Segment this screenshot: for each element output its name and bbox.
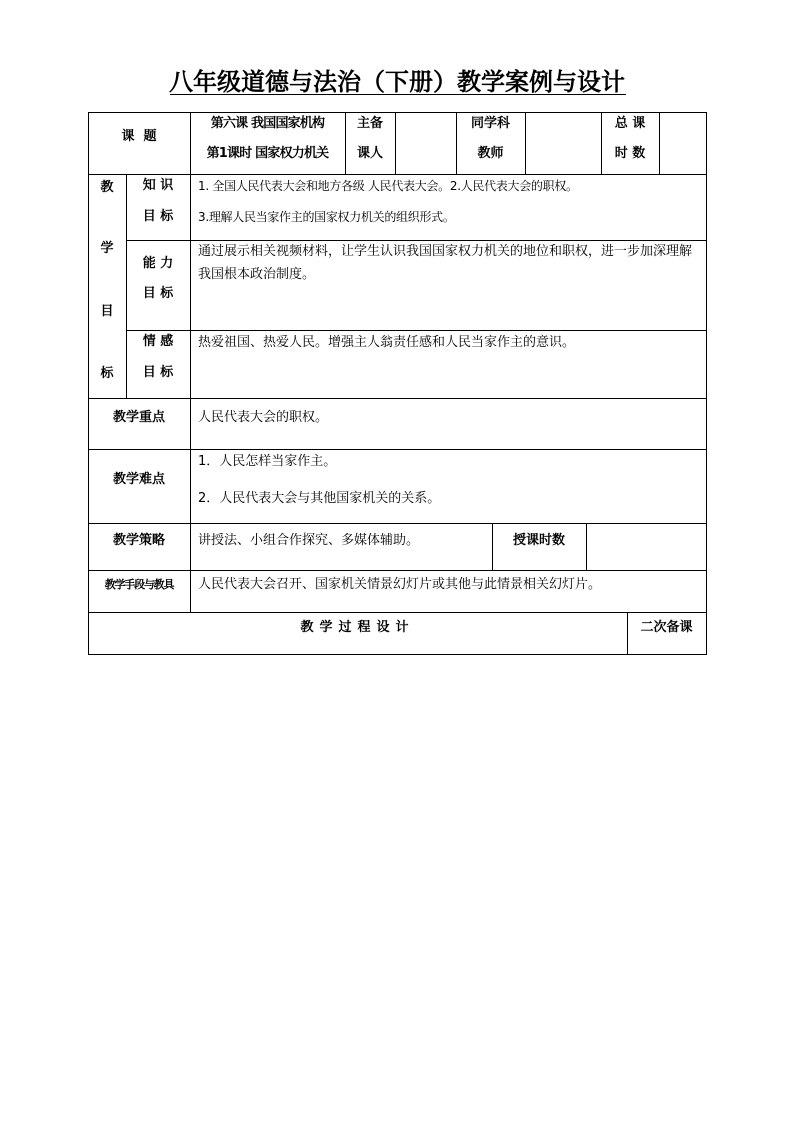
row-divider-ability	[126, 330, 707, 331]
topic-line1: 第六课 我国国家机构	[210, 116, 325, 131]
teaching-hours-label: 授课时数	[512, 533, 565, 548]
difficulty-line1: 1．人民怎样当家作主。	[198, 454, 337, 469]
row-divider-difficulty	[88, 523, 707, 524]
objectives-group-char-3: 目	[100, 304, 114, 319]
col-divider-strategy-b	[586, 523, 587, 570]
total-lessons-label-line1: 总 课	[614, 116, 646, 131]
topic-line2: 第1课时 国家权力机关	[206, 146, 329, 161]
objectives-group-char-1: 教	[100, 180, 114, 195]
col-divider-label	[190, 112, 191, 612]
table-border-right	[706, 112, 707, 654]
strategy-text: 讲授法、小组合作探究、多媒体辅助。	[198, 533, 420, 548]
table-border-top	[88, 112, 707, 113]
row-divider-tools	[88, 612, 707, 613]
objectives-group-char-2: 学	[100, 241, 114, 256]
knowledge-label-line1: 知 识	[142, 178, 174, 193]
topic-label: 课 题	[121, 129, 157, 144]
process-design-label: 教学过程设计	[300, 620, 415, 635]
tools-label: 教学手段与教具	[104, 578, 174, 591]
difficulty-label: 教学难点	[112, 472, 165, 487]
tools-text: 人民代表大会召开、国家机关情景幻灯片或其他与此情景相关幻灯片。	[198, 577, 602, 592]
table-border-bottom	[88, 654, 707, 655]
ability-label-line2: 目 标	[142, 286, 174, 301]
row-divider-header	[88, 174, 707, 175]
row-divider-keypoint	[88, 449, 707, 450]
key-point-text: 人民代表大会的职权。	[198, 410, 329, 425]
col-divider-header-d	[525, 112, 526, 174]
knowledge-text-line2: 3.理解人民当家作主的国家权力机关的组织形式。	[198, 210, 455, 224]
document-title: 八年级道德与法治（下册）教学案例与设计	[169, 68, 625, 96]
co-teacher-label-line1: 同学科	[470, 116, 510, 131]
second-prep-label: 二次备课	[640, 620, 693, 635]
title-underline	[170, 94, 626, 95]
ability-label-line1: 能 力	[142, 256, 174, 271]
strategy-label: 教学策略	[112, 533, 165, 548]
objectives-group-char-4: 标	[100, 366, 114, 381]
difficulty-line2: 2．人民代表大会与其他国家机关的关系。	[198, 491, 441, 506]
row-divider-objectives	[88, 398, 707, 399]
knowledge-text-line1: 1. 全国人民代表大会和地方各级 人民代表大会。2.人民代表大会的职权。	[198, 179, 578, 193]
total-lessons-label-line2: 时 数	[614, 146, 646, 161]
knowledge-label-line2: 目 标	[142, 209, 174, 224]
row-divider-strategy	[88, 570, 707, 571]
lead-preparer-label-line1: 主备	[356, 116, 383, 131]
ability-text: 通过展示相关视频材料，让学生认识我国国家权力机关的地位和职权，进一步加深理解我国根本政治制度。	[198, 244, 693, 282]
emotion-label-line1: 情 感	[142, 334, 174, 349]
col-divider-header-b	[395, 112, 396, 174]
emotion-label-line2: 目 标	[142, 365, 174, 380]
lead-preparer-label-line2: 课人	[356, 146, 383, 161]
key-point-label: 教学重点	[112, 410, 165, 425]
emotion-text: 热爱祖国、热爱人民。增强主人翁责任感和人民当家作主的意识。	[198, 335, 576, 350]
lesson-plan-table	[88, 112, 707, 654]
co-teacher-label-line2: 教师	[477, 146, 504, 161]
col-divider-header-f	[659, 112, 660, 174]
